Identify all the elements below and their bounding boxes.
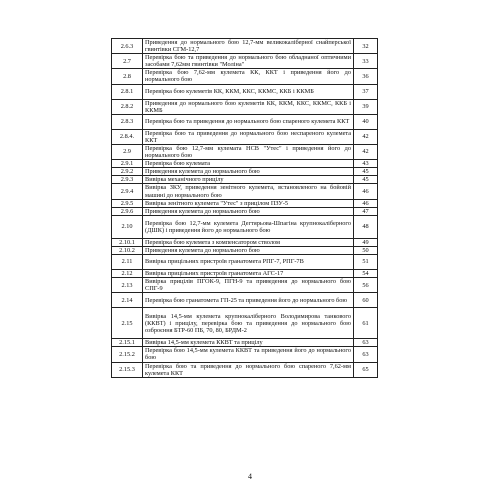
toc-number: 2.15.3 [112,362,143,377]
toc-page-number: 47 [354,207,378,215]
table-row [112,99,378,114]
toc-number: 2.11 [112,254,143,269]
toc-number: 2.9.2 [112,168,143,176]
toc-number: 2.9.3 [112,176,143,184]
table-row [112,114,378,129]
toc-title: Вивірка прицільних пристроїв гранатомета АГС-17 [143,269,354,277]
toc-title: Перевірка бою кулемета з компенсатором стволом [143,238,354,246]
toc-title: Приведення кулемета до нормального бою [143,168,354,176]
toc-title: Приведення кулемета до нормального бою [143,246,354,254]
table-row [112,207,378,215]
toc-body [112,39,378,378]
toc-number: 2.8.1 [112,84,143,99]
toc-title: Приведення до нормального бою кулеметів КК, ККМ, ККС, ККМС, ККБ і ККМБ [143,99,354,114]
toc-title: Вивірка 14,5-мм кулемета ККВТ та прицілу [143,339,354,347]
toc-number: 2.9 [112,144,143,159]
toc-page-number: 56 [354,278,378,293]
toc-page-number: 60 [354,293,378,308]
table-row [112,39,378,54]
toc-number: 2.15.1 [112,339,143,347]
toc-number: 2.14 [112,293,143,308]
toc-page-number: 42 [354,144,378,159]
toc-title: Вивірка механічного прицілу [143,176,354,184]
toc-number: 2.8.4. [112,129,143,144]
toc-page-number: 33 [354,54,378,69]
table-row [112,168,378,176]
table-row [112,347,378,362]
toc-title: Перевірка бою кулемата [143,160,354,168]
table-row [112,144,378,159]
toc-number: 2.8.2 [112,99,143,114]
toc-page-number: 32 [354,39,378,54]
table-row [112,54,378,69]
table-row [112,129,378,144]
toc-page-number: 42 [354,129,378,144]
toc-number: 2.9.1 [112,160,143,168]
toc-number: 2.7 [112,54,143,69]
table-row [112,278,378,293]
table-row [112,269,378,277]
toc-page-number: 54 [354,269,378,277]
table-row [112,362,378,377]
toc-page-number: 36 [354,69,378,84]
toc-title: Вивірка прицільних пристроїв гранатомета РПГ-7, РПГ-7В [143,254,354,269]
toc-number: 2.12 [112,269,143,277]
toc-page-number: 45 [354,176,378,184]
table-row [112,215,378,238]
table-row [112,238,378,246]
page-number: 4 [248,472,252,481]
table-row [112,184,378,199]
toc-number: 2.8.3 [112,114,143,129]
table-row [112,339,378,347]
toc-title: Вивірка прицілів ПГОК-9, ПГН-9 та приведення до нормального бою СПГ-9 [143,278,354,293]
toc-number: 2.9.4 [112,184,143,199]
toc-number: 2.15.2 [112,347,143,362]
toc-page-number: 63 [354,339,378,347]
toc-title: Перевірка бою та приведення до нормального бою спареного 7,62-мм кулемета ККТ [143,362,354,377]
table-row [112,293,378,308]
toc-number: 2.10.2 [112,246,143,254]
toc-page-number: 46 [354,184,378,199]
toc-number: 2.10 [112,215,143,238]
table-of-contents [111,38,378,378]
toc-number: 2.10.1 [112,238,143,246]
table-row [112,160,378,168]
toc-page-number: 45 [354,168,378,176]
table-row [112,246,378,254]
toc-page-number: 48 [354,215,378,238]
toc-title: Приведення кулемета до нормального бою [143,207,354,215]
toc-page-number: 39 [354,99,378,114]
table-row [112,69,378,84]
toc-page-number: 63 [354,347,378,362]
toc-title: Вивірка 14,5-мм кулемета крупнокаліберного Володимирова танкового (ККВТ) і прицілу, перевірка бою та приведення до нормального бою озброєння БТР-60 ПБ, 70, 80, БРДМ-2 [143,308,354,339]
toc-title: Перевірка бою 12,7-мм кулемата НСВ "Утес" і приведення його до нормального бою [143,144,354,159]
toc-number: 2.15 [112,308,143,339]
table-row [112,176,378,184]
toc-title: Вивірка ЗКУ, приведення зенітного кулемета, встановленого на бойовій машині до нормального бою [143,184,354,199]
toc-title: Перевірка бою та приведення до нормального бою обладнаної оптичними засобами 7,62мм гвинтівки "Моліна" [143,54,354,69]
toc-number: 2.9.5 [112,199,143,207]
toc-title: Перевірка бою та приведення до нормального бою неспареного кулемета ККТ [143,129,354,144]
toc-page-number: 51 [354,254,378,269]
toc-title: Вивірка зенітного кулемета "Утес" з прицілом ПЗУ-5 [143,199,354,207]
toc-title: Перевірка бою кулеметів КК, ККМ, ККС, ККМС, ККБ і ККМБ [143,84,354,99]
toc-page-number: 65 [354,362,378,377]
table-row [112,308,378,339]
toc-title: Перевірка бою та приведення до нормального бою спареного кулемета ККТ [143,114,354,129]
toc-page-number: 40 [354,114,378,129]
toc-number: 2.13 [112,278,143,293]
toc-page-number: 61 [354,308,378,339]
toc-page-number: 49 [354,238,378,246]
toc-number: 2.6.3 [112,39,143,54]
toc-page-number: 50 [354,246,378,254]
toc-page-number: 37 [354,84,378,99]
table-row [112,199,378,207]
toc-title: Приведення до нормального бою 12,7-мм великокаліберної снайперської гвинтівки СГМ-12,7 [143,39,354,54]
toc-page-number: 43 [354,160,378,168]
toc-page-number: 46 [354,199,378,207]
toc-title: Перевірка бою 12,7-мм кулемета Дегтярьова-Шпагіна крупнокаліберного (ДШК) і приведення його до нормального бою [143,215,354,238]
toc-number: 2.9.6 [112,207,143,215]
table-row [112,254,378,269]
toc-number: 2.8 [112,69,143,84]
toc-title: Перевірка бою 7,62-мм кулемета КК, ККТ і приведення його до нормального бою [143,69,354,84]
toc-title: Перевірка бою 14,5-мм кулемета ККВТ та приведення його до нормального бою [143,347,354,362]
table-row [112,84,378,99]
toc-title: Перевірка бою гранатомета ГП-25 та приведення його до нормального бою [143,293,354,308]
